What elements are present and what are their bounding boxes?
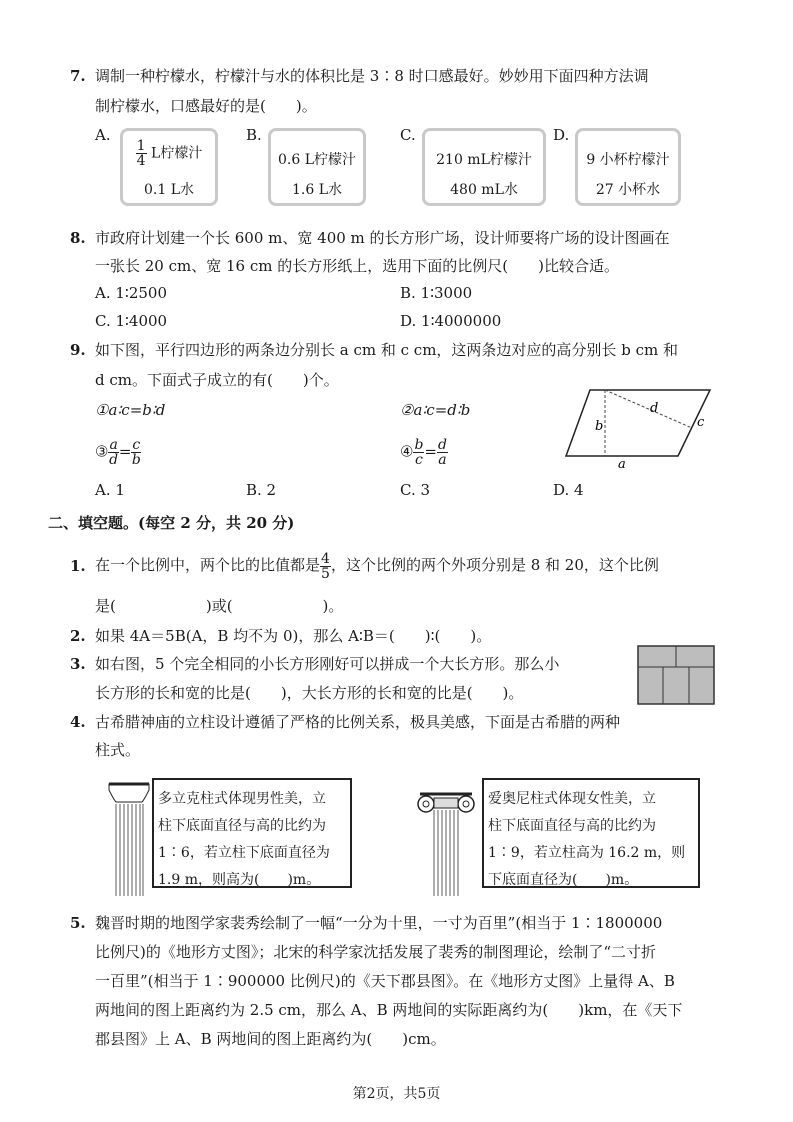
q8-option: D. 1∶4000000 bbox=[400, 312, 502, 330]
option-top: 0.6 L柠檬汁 bbox=[277, 152, 356, 168]
option-c-box bbox=[422, 128, 546, 206]
parallelogram bbox=[566, 390, 710, 456]
q9-option: B. 2 bbox=[246, 481, 277, 499]
q7-number: 7. bbox=[70, 67, 86, 85]
q8-option: A. 1∶2500 bbox=[95, 284, 167, 302]
denominator: 4 bbox=[136, 153, 146, 169]
fraction bbox=[320, 552, 331, 581]
text-line: 1∶6，若立柱下底面直径为 bbox=[158, 845, 330, 861]
denominator: c bbox=[415, 452, 423, 468]
option-top: 210 mL柠檬汁 bbox=[436, 152, 532, 168]
doric-column-icon bbox=[108, 780, 150, 898]
statement-1: ①a∶c=b∶d bbox=[95, 401, 166, 419]
option-label: D. bbox=[553, 126, 570, 144]
fraction bbox=[108, 438, 118, 467]
option-label: B. bbox=[246, 126, 262, 144]
option-top: 9 小杯柠檬汁 bbox=[586, 152, 670, 168]
fraction bbox=[413, 438, 424, 467]
text-line: 下底面直径为( )m。 bbox=[488, 872, 639, 888]
option-label: C. bbox=[400, 126, 416, 144]
option-label: A. bbox=[95, 126, 111, 144]
f5-text: 郡县图》上 A、B 两地间的图上距离约为( )cm。 bbox=[95, 1030, 446, 1048]
q9-option: A. 1 bbox=[95, 481, 125, 499]
option-b-box bbox=[268, 128, 366, 206]
statement-4: ④ $\frac{b}{c}$ = $\frac{d}{a}$ bbox=[400, 437, 447, 468]
section-title: 二、填空题。(每空 2 分，共 20 分) bbox=[48, 514, 295, 532]
f3-text: 如右图，5 个完全相同的小长方形刚好可以拼成一个大长方形。那么小 bbox=[95, 655, 560, 673]
f5-text: 魏晋时期的地图学家裴秀绘制了一幅“一分为十里，一寸为百里”(相当于 1∶1800000 bbox=[95, 914, 663, 932]
text-line: 爱奥尼柱式体现女性美，立 bbox=[488, 791, 656, 807]
f4-number: 4. bbox=[70, 713, 86, 731]
fraction bbox=[131, 438, 141, 467]
f1-text bbox=[95, 548, 659, 582]
height-d bbox=[605, 390, 692, 428]
option-top: L柠檬汁 bbox=[151, 145, 203, 162]
numerator: c bbox=[132, 437, 141, 453]
text-line: 柱下底面直径与高的比约为 bbox=[158, 818, 326, 834]
text: 在一个比例中，两个比的比值都是 bbox=[95, 556, 321, 574]
f5-text: 两地间的图上距离约为 2.5 cm，那么 A、B 两地间的实际距离约为( )km，在《天下 bbox=[95, 1001, 683, 1019]
q8-text: 市政府计划建一个长 600 m、宽 400 m 的长方形广场，设计师要将广场的设计图画在 bbox=[95, 229, 670, 247]
option-a-box bbox=[120, 128, 218, 206]
q7-text: 调制一种柠檬水，柠檬汁与水的体积比是 3∶8 时口感最好。妙妙用下面四种方法调 bbox=[95, 67, 649, 85]
label-a: a bbox=[618, 457, 626, 468]
q9-option: C. 3 bbox=[400, 481, 431, 499]
f4-text: 柱式。 bbox=[95, 741, 141, 759]
statement-2: ②a∶c=d∶b bbox=[400, 401, 471, 419]
fraction bbox=[437, 438, 448, 467]
f2-text: 如果 4A＝5B(A，B 均不为 0)，那么 A∶B＝( )∶( )。 bbox=[95, 627, 492, 645]
f5-text: 比例尺)的《地形方丈图》；北宋的科学家沈括发展了裴秀的制图理论，绘制了“二寸折 bbox=[95, 943, 657, 961]
numerator: 4 bbox=[321, 550, 330, 567]
q8-number: 8. bbox=[70, 229, 86, 247]
q9-option: D. 4 bbox=[553, 481, 584, 499]
q9-number: 9. bbox=[70, 341, 86, 359]
f5-number: 5. bbox=[70, 914, 86, 932]
option-bottom: 1.6 L水 bbox=[291, 182, 342, 198]
text-line: 1∶9，若立柱高为 16.2 m，则 bbox=[488, 845, 686, 861]
numerator: b bbox=[414, 437, 424, 453]
statement-3: ③ $\frac{a}{d}$ = $\frac{c}{b}$ bbox=[95, 437, 141, 468]
f5-text: 一百里”(相当于 1∶900000 比例尺)的《天下郡县图》。在《地形方丈图》上量得 A、B bbox=[95, 972, 675, 990]
f4-text: 古希腊神庙的立柱设计遵循了严格的比例关系，极具美感，下面是古希腊的两种 bbox=[95, 713, 621, 731]
q9-text: 如下图，平行四边形的两条边分别长 a cm 和 c cm，这两条边对应的高分别长 b cm 和 bbox=[95, 341, 678, 359]
f1-number: 1. bbox=[70, 557, 86, 575]
numerator: d bbox=[438, 437, 447, 453]
text-line: 1.9 m，则高为( )m。 bbox=[158, 872, 321, 888]
option-bottom: 27 小杯水 bbox=[595, 182, 661, 198]
fraction bbox=[136, 139, 147, 168]
q9-text: d cm。下面式子成立的有( )个。 bbox=[95, 371, 339, 389]
f3-text: 长方形的长和宽的比是( )，大长方形的长和宽的比是( )。 bbox=[95, 684, 524, 702]
page-footer: 第2页，共5页 bbox=[352, 1086, 441, 1102]
text-line: 多立克柱式体现男性美，立 bbox=[158, 791, 326, 807]
denominator: d bbox=[109, 452, 119, 468]
f1-text: 是( )或( )。 bbox=[95, 597, 344, 615]
statement-marker: ④ bbox=[400, 442, 414, 461]
label-d: d bbox=[650, 401, 659, 416]
option-bottom: 0.1 L水 bbox=[143, 182, 194, 198]
rectangles-diagram bbox=[637, 645, 715, 705]
text-line: 柱下底面直径与高的比约为 bbox=[488, 818, 656, 834]
doric-info-box bbox=[152, 778, 352, 888]
option-bottom: 480 mL水 bbox=[450, 182, 518, 198]
text: ，这个比例的两个外项分别是 8 和 20，这个比例 bbox=[330, 556, 659, 574]
label-b: b bbox=[595, 419, 604, 434]
parallelogram-diagram bbox=[560, 388, 720, 468]
ionic-column-icon bbox=[416, 790, 476, 898]
q8-text: 一张长 20 cm、宽 16 cm 的长方形纸上，选用下面的比例尺( )比较合适。 bbox=[95, 257, 619, 275]
denominator: b bbox=[131, 452, 141, 468]
q8-option: C. 1∶4000 bbox=[95, 312, 168, 330]
ionic-info-box bbox=[482, 778, 700, 888]
f2-number: 2. bbox=[70, 627, 86, 645]
denominator: a bbox=[438, 452, 447, 468]
f3-number: 3. bbox=[70, 655, 86, 673]
denominator: 5 bbox=[321, 565, 330, 582]
label-c: c bbox=[697, 415, 705, 430]
numerator: 1 bbox=[136, 138, 146, 154]
numerator: a bbox=[109, 437, 118, 453]
q8-option: B. 1∶3000 bbox=[400, 284, 473, 302]
statement-marker: ③ bbox=[95, 442, 109, 461]
q7-text: 制柠檬水，口感最好的是( )。 bbox=[95, 97, 317, 115]
option-d-box bbox=[575, 128, 681, 206]
